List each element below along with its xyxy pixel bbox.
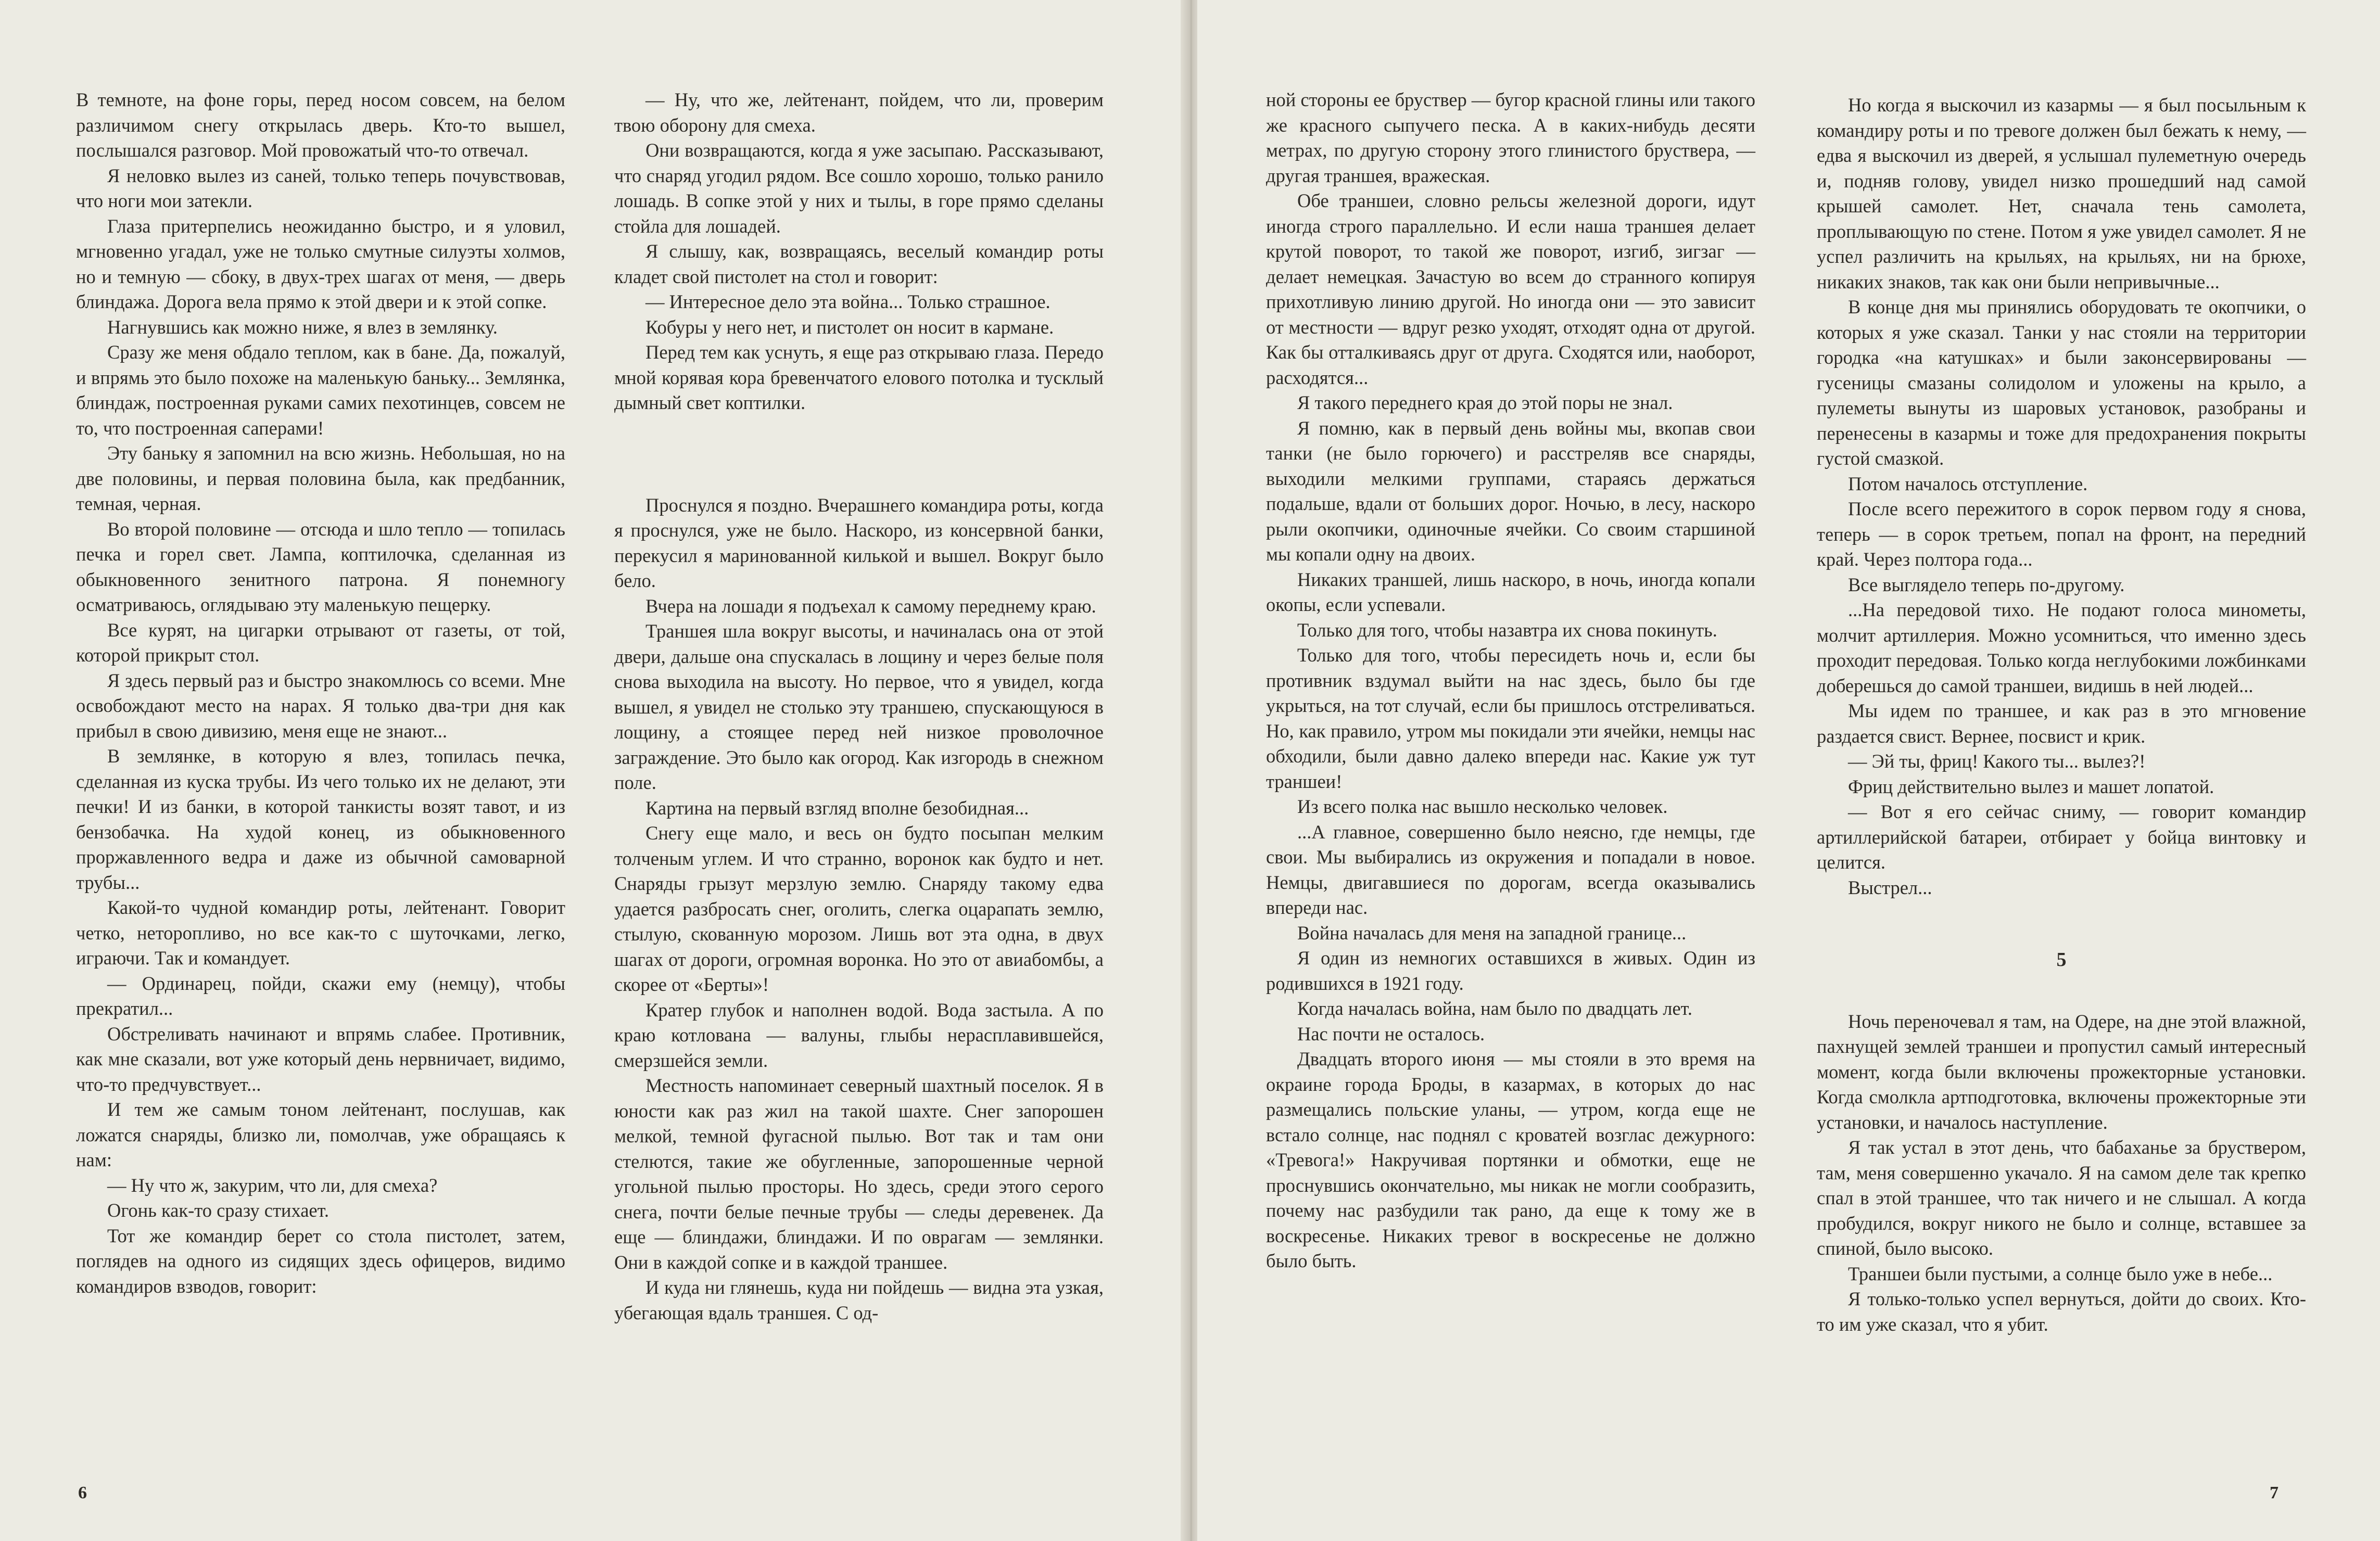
paragraph: Фриц действительно вылез и машет лопатой.	[1848, 775, 2214, 797]
paragraph: Траншеи были пустыми, а солнце было уже в небе...	[1848, 1263, 2273, 1284]
paragraph: Только для того, чтобы назавтра их снова покинуть.	[1297, 619, 1717, 641]
paragraph: Мы идем по траншее, и как раз в это мгновение раздается свист. Вернее, посвист и крик.	[1817, 700, 2306, 747]
right-page-column-1	[1266, 87, 1755, 1274]
paragraph: Местность напоминает северный шахтный поселок. Я в юности как раз жил на такой шахте. Снег запорошен мелкой, темной фугасной пылью. Вот так и там они стелются, такие же обугленные, запорошенные черной угольной пылью просторы. Но здесь, среди этого серого снега, почти белые печные трубы — следы деревенек. Да еще — блиндажи, блиндажи. И по оврагам — землянки. Они в каждой сопке и в каждой траншее.	[614, 1075, 1104, 1273]
paragraph: Вчера на лошади я подъехал к самому переднему краю.	[645, 595, 1096, 617]
page-number: 6	[78, 1483, 87, 1502]
paragraph: Все выглядело теперь по-другому.	[1848, 574, 2125, 595]
left-page	[0, 0, 1184, 1541]
paragraph: Потом началось отступление.	[1848, 473, 2088, 494]
page-number: 7	[2270, 1483, 2278, 1502]
paragraph: Но когда я выскочил из казармы — я был посыльным к командиру роты и по тревоге должен был бежать к нему, — едва я выскочил из дверей, я услышал пулеметную очередь и, подняв голову, увидел низко прошедший над самой крышей самолет. Нет, сначала тень самолета, проплывающую по стене. Потом я уже увидел самолет. Я не успел различить на крыльях, на крыльях, ни на брюхе, никаких знаков, так как они были непривычные...	[1817, 94, 2306, 292]
paragraph: Эту баньку я запомнил на всю жизнь. Небольшая, но на две половины, и первая половина была, как предбанник, темная, черная.	[76, 442, 565, 514]
paragraph: Все курят, на цигарки отрывают от газеты, от той, которой прикрыт стол.	[76, 619, 565, 666]
paragraph: Нагнувшись как можно ниже, я влез в землянку.	[107, 316, 498, 338]
paragraph: В темноте, на фоне горы, перед носом совсем, на белом различимом снегу открылась дверь. Кто-то вышел, послышался разговор. Мой провожатый что-то отвечал.	[76, 89, 565, 161]
paragraph: Только для того, чтобы пересидеть ночь и, если бы противник вздумал выйти на нас здесь, было бы где укрыться, на тот случай, если бы пришлось отстреливаться. Но, как правило, утром мы покидали эти ячейки, немцы нас обходили, были давно далеко впереди нас. Какие уж тут траншеи!	[1266, 644, 1755, 792]
left-page-column-2	[614, 87, 1104, 1326]
paragraph: Тот же командир берет со стола пистолет, затем, поглядев на одного из сидящих здесь офицеров, видимо командиров взводов, говорит:	[76, 1225, 565, 1297]
paragraph: Выстрел...	[1848, 876, 1932, 898]
paragraph: Я только-только успел вернуться, дойти до своих. Кто-то им уже сказал, что я убит.	[1817, 1288, 2306, 1335]
paragraph: Я один из немногих оставшихся в живых. Один из родившихся в 1921 году.	[1266, 947, 1755, 994]
paragraph: Я слышу, как, возвращаясь, веселый командир роты кладет свой пистолет на стол и говорит:	[614, 240, 1104, 287]
paragraph: Картина на первый взгляд вполне безобидная...	[645, 797, 1029, 819]
paragraph: Ночь переночевал я там, на Одере, на дне этой влажной, пахнущей землей траншеи и пропустил самый интересный момент, когда были включены прожекторные установки. Когда смолкла артподготовка, включены прожекторные эти установки, и началось наступление.	[1817, 1010, 2306, 1133]
paragraph: Я неловко вылез из саней, только теперь почувствовав, что ноги мои затекли.	[76, 164, 565, 211]
paragraph: — Ну, что же, лейтенант, пойдем, что ли, проверим твою оборону для смеха.	[614, 89, 1104, 136]
paragraph: Нас почти не осталось.	[1297, 1023, 1485, 1045]
paragraph: — Эй ты, фриц! Какого ты... вылез?!	[1848, 750, 2146, 772]
right-page-column-2	[1817, 93, 2306, 1337]
paragraph: Я так устал в этот день, что бабаханье за бруствером, там, меня совершенно укачало. Я на самом деле так крепко спал в этой траншее, что так ничего и не слышал. А когда пробудился, вокруг никого не было и солнце, вставшее за спиной, было высоко.	[1817, 1137, 2306, 1259]
paragraph: Траншея шла вокруг высоты, и начиналась она от этой двери, дальше она спускалась в лощину и через белые поля снова выходила на высоту. Но первое, что я увидел, когда вышел, я увидел не столько эту траншею, спускающуюся в лощину, а стоящее перед ней низкое проволочное заграждение. Это было как огород. Как изгородь в снежном поле.	[614, 620, 1104, 793]
paragraph: Я помню, как в первый день войны мы, вкопав свои танки (не было горючего) и расстреляв все снаряды, выходили мелкими группами, стараясь держаться подальше, вдали от больших дорог. Ночью, в лесу, наскоро рыли окопчики, одиночные ячейки. Со своим старшиной мы копали одну на двоих.	[1266, 417, 1755, 565]
chapter-number: 5	[2056, 949, 2067, 971]
paragraph: Кратер глубок и наполнен водой. Вода застыла. А по краю котлована — валуны, глыбы нерасплавившейся, смерзшейся земли.	[614, 999, 1104, 1071]
paragraph: Во второй половине — отсюда и шло тепло — топилась печка и горел свет. Лампа, коптилочка, сделанная из обыкновенного зенитного патрона. Я понемногу осматриваюсь, оглядываю эту маленькую пещерку.	[76, 518, 565, 615]
paragraph: Обстреливать начинают и впрямь слабее. Противник, как мне сказали, вот уже который день нервничает, видимо, что-то предчувствует...	[76, 1023, 565, 1095]
paragraph: Обе траншеи, словно рельсы железной дороги, идут иногда строго параллельно. И если наша траншея делает крутой поворот, то такой же поворот, изгиб, зигзаг — делает немецкая. Зачастую во всем до странного копируя прихотливую линию другой. Но иногда они — это зависит от местности — вдруг резко уходят, отходят одна от другой. Как бы отталкиваясь друг от друга. Сходятся или, наоборот, расходятся...	[1266, 190, 1755, 388]
paragraph: Я такого переднего края до этой поры не знал.	[1297, 392, 1673, 413]
paragraph: Война началась для меня на западной границе...	[1297, 922, 1687, 944]
paragraph: После всего пережитого в сорок первом году я снова, теперь — в сорок третьем, попал на фронт, на передний край. Через полтора года...	[1817, 498, 2306, 570]
paragraph: В землянке, в которую я влез, топилась печка, сделанная из куска трубы. Из чего только их не делают, эти печки! И из банки, в которой танкисты возят тавот, и из бензобачка. На худой конец, из обыкновенного проржавленного ведра и даже из обычной самоварной трубы...	[76, 745, 565, 893]
paragraph: И тем же самым тоном лейтенант, послушав, как ложатся снаряды, близко ли, помолчав, уже обращаясь к нам:	[76, 1099, 565, 1170]
paragraph: И куда ни глянешь, куда ни пойдешь — видна эта узкая, убегающая вдаль траншея. С од-	[614, 1277, 1104, 1323]
paragraph: Сразу же меня обдало теплом, как в бане. Да, пожалуй, и впрямь это было похоже на маленькую баньку... Землянка, блиндаж, построенная руками самих пехотинцев, совсем не то, что построенная саперами!	[76, 341, 565, 439]
paragraph: Никаких траншей, лишь наскоро, в ночь, иногда копали окопы, если успевали.	[1266, 568, 1755, 615]
left-page-column-1	[76, 87, 565, 1299]
paragraph: Из всего полка нас вышло несколько человек.	[1297, 796, 1668, 817]
paragraph: ной стороны ее бруствер — бугор красной глины или такого же красного сыпучего песка. А в каких-нибудь десяти метрах, по другую сторону этого глинистого бруствера, — другая траншея, вражеская.	[1266, 89, 1755, 186]
paragraph: Когда началась война, нам было по двадцать лет.	[1297, 998, 1693, 1019]
paragraph: Перед тем как уснуть, я еще раз открываю глаза. Передо мной корявая кора бревенчатого елового потолка и тусклый дымный свет коптилки.	[614, 341, 1104, 413]
paragraph: — Интересное дело эта война... Только страшное.	[645, 291, 1050, 312]
paragraph: Кобуры у него нет, и пистолет он носит в кармане.	[645, 316, 1054, 338]
paragraph: ...А главное, совершенно было неясно, где немцы, где свои. Мы выбирались из окружения и попадали в новое. Немцы, двигавшиеся по дорогам, всегда оказывались впереди нас.	[1266, 821, 1755, 918]
paragraph: Я здесь первый раз и быстро знакомлюсь со всеми. Мне освобождают место на нарах. Я только два-три дня как прибыл в свою дивизию, меня еще не знают...	[76, 669, 565, 742]
paragraph: Снегу еще мало, и весь он будто посыпан мелким толченым углем. И что странно, воронок как будто и нет. Снаряды грызут мерзлую землю. Снаряду такому едва удается разбросать снег, оголить, слегка оцарапать землю, стылую, скованную морозом. Лишь вот эта одна, в двух шагах от дороги, огромная воронка. Но это от авиабомбы, а скорее от «Берты»!	[614, 822, 1104, 995]
paragraph: Проснулся я поздно. Вчерашнего командира роты, когда я проснулся, уже не было. Наскоро, из консервной банки, перекусил я маринованной килькой и вышел. Вокруг было бело.	[614, 494, 1104, 591]
paragraph: Глаза притерпелись неожиданно быстро, и я уловил, мгновенно угадал, уже не только смутные силуэты холмов, но и темную — сбоку, в двух-трех шагах от меня, — дверь блиндажа. Дорога вела прямо к этой двери и к этой сопке.	[76, 215, 565, 312]
paragraph: Двадцать второго июня — мы стояли в это время на окраине города Броды, в казармах, в которых до нас размещались польские уланы, — утром, когда еще не встало солнце, нас поднял с кроватей возглас дежурного: «Тревога!» Накручивая портянки и обмотки, еще не проснувшись окончательно, мы никак не могли сообразить, почему нас разбудили так рано, да еще к тому же в воскресенье. Никаких тревог в воскресенье не должно было быть.	[1266, 1048, 1755, 1271]
paragraph: В конце дня мы принялись оборудовать те окопчики, о которых я уже сказал. Танки у нас стояли на территории городка «на катушках» и были законсервированы — гусеницы смазаны солидолом и уложены на крыло, а пулеметы вынуты из шаровых установок, разобраны и перенесены в казармы и тоже для предохранения покрыты густой смазкой.	[1817, 296, 2306, 469]
paragraph: — Вот я его сейчас сниму, — говорит командир артиллерийской батареи, отбирает у бойца винтовку и целится.	[1817, 801, 2306, 873]
paragraph: — Ординарец, пойди, скажи ему (немцу), чтобы прекратил...	[76, 972, 565, 1019]
paragraph: Огонь как-то сразу стихает.	[107, 1200, 329, 1221]
paragraph: ...На передовой тихо. Не подают голоса минометы, молчит артиллерия. Можно усомниться, что именно здесь проходит передовая. Только когда неглубокими ложбинками доберешься до самой траншеи, видишь в ней людей...	[1817, 599, 2306, 696]
paragraph: Они возвращаются, когда я уже засыпаю. Рассказывают, что снаряд угодил рядом. Все сошло хорошо, только ранило лошадь. В сопке этой у них и тылы, в горе прямо сделаны стойла для лошадей.	[614, 139, 1104, 237]
paragraph: — Ну что ж, закурим, что ли, для смеха?	[107, 1174, 438, 1196]
paragraph: Какой-то чудной командир роты, лейтенант. Говорит четко, неторопливо, но все как-то с шуточками, легко, играючи. Так и командует.	[76, 897, 565, 969]
